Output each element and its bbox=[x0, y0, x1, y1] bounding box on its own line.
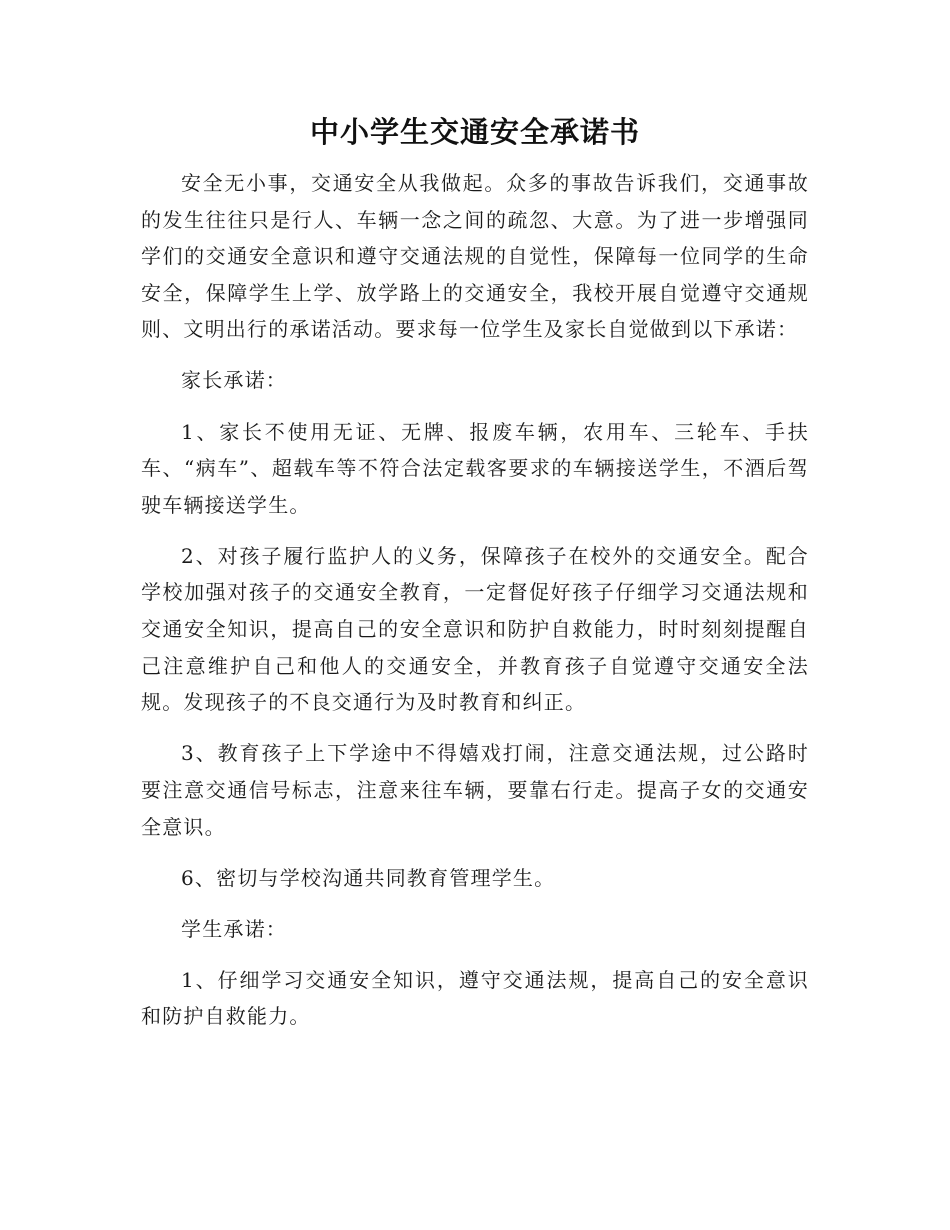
section-heading-student: 学生承诺： bbox=[181, 916, 287, 941]
document-title: 中小学生交通安全承诺书 bbox=[309, 115, 640, 149]
section-heading-parent: 家长承诺： bbox=[181, 368, 287, 393]
parent-commitment-1: 1、家长不使用无证、无牌、报废车辆，农用车、三轮车、手扶车、“病车”、超载车等不符合法定载客要求的车辆接送学生，不酒后驾驶车辆接送学生。 bbox=[141, 419, 809, 517]
student-commitment-1: 1、仔细学习交通安全知识，遵守交通法规，提高自己的安全意识和防护自救能力。 bbox=[141, 967, 809, 1029]
parent-commitment-2: 2、对孩子履行监护人的义务，保障孩子在校外的交通安全。配合学校加强对孩子的交通安全教育，一定督促好孩子仔细学习交通法规和交通安全知识，提高自己的安全意识和防护自救能力，时时刻刻提醒自己注意维护自己和他人的交通安全，并教育孩子自觉遵守交通安全法规。发现孩子的不良交通行为及时教育和纠正。 bbox=[141, 543, 809, 715]
parent-commitment-3: 3、教育孩子上下学途中不得嬉戏打闹，注意交通法规，过公路时要注意交通信号标志，注意来往车辆，要靠右行走。提高子女的交通安全意识。 bbox=[141, 741, 809, 839]
parent-commitment-6: 6、密切与学校沟通共同教育管理学生。 bbox=[181, 865, 556, 890]
document-body bbox=[141, 165, 809, 1049]
intro-paragraph: 安全无小事，交通安全从我做起。众多的事故告诉我们，交通事故的发生往往只是行人、车辆一念之间的疏忽、大意。为了进一步增强同学们的交通安全意识和遵守交通法规的自觉性，保障每一位同学的生命安全，保障学生上学、放学路上的交通安全，我校开展自觉遵守交通规则、文明出行的承诺活动。要求每一位学生及家长自觉做到以下承诺： bbox=[141, 171, 809, 342]
